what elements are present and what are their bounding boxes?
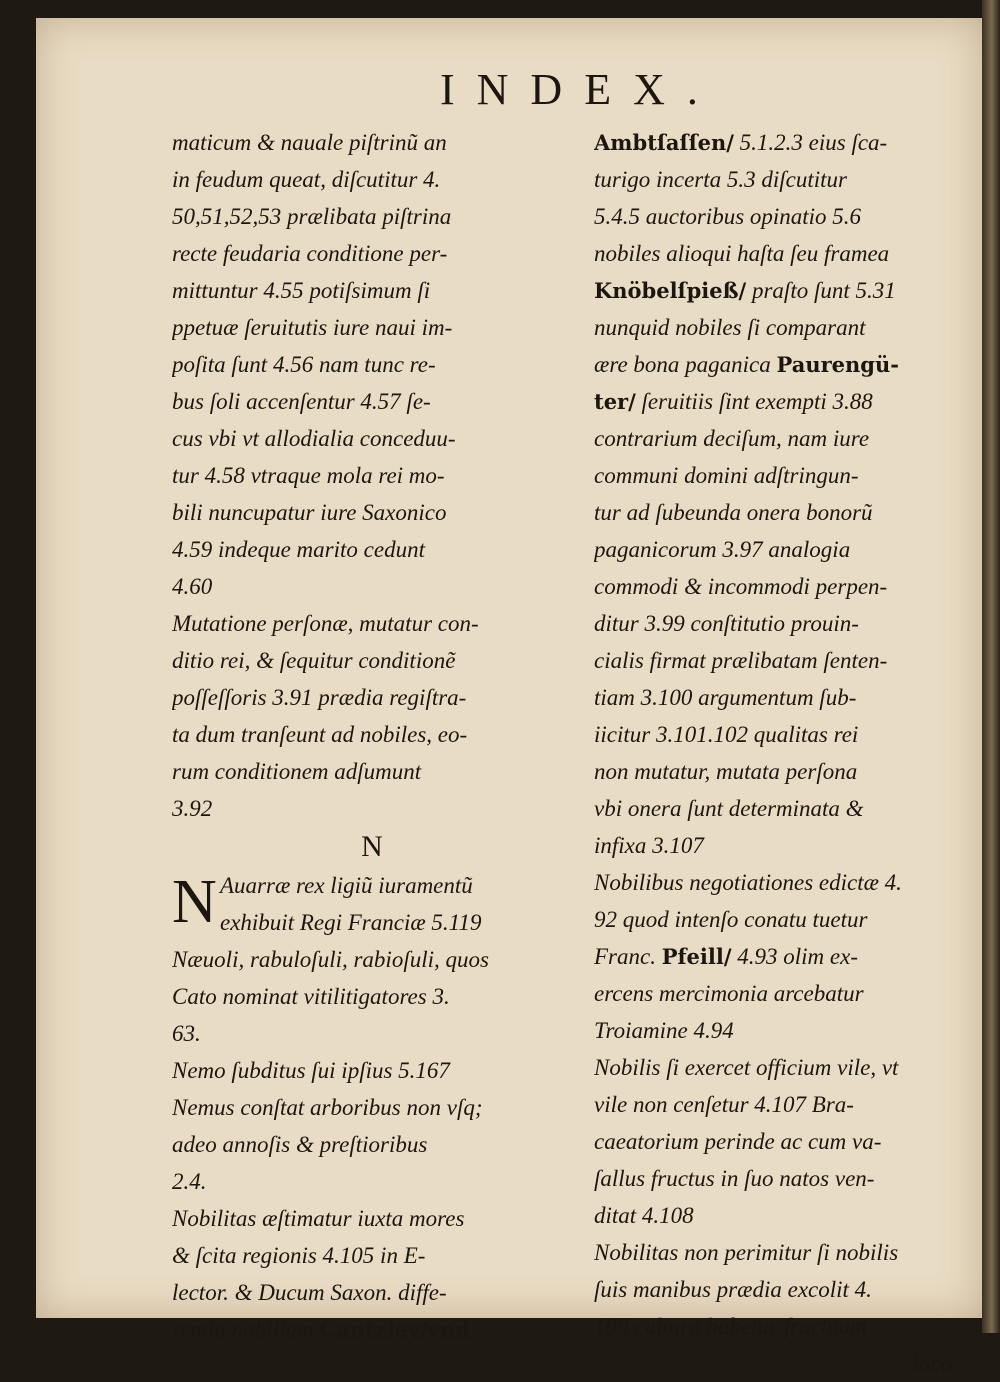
index-line: bili nuncupatur iure Saxonico bbox=[172, 500, 447, 525]
index-line: nobiles alioqui haſta ſeu framea bbox=[594, 241, 890, 266]
index-entry-heading: Mutatione perſonæ, mutatur con- bbox=[172, 611, 479, 636]
index-line: contrarium deciſum, nam iure bbox=[594, 426, 870, 451]
index-line: 3.92 bbox=[172, 796, 213, 821]
index-entry-heading: Nobilis ſi exercet officium vile, vt bbox=[594, 1055, 899, 1080]
index-line: ercens mercimonia arcebatur bbox=[594, 981, 864, 1006]
page-edge bbox=[982, 0, 1000, 1333]
index-line: cus vbi vt allodialia conceduu- bbox=[172, 426, 456, 451]
index-text: 5.1.2.3 eius ſca- bbox=[733, 130, 888, 155]
blackletter-word: Pfeill/ bbox=[661, 944, 732, 969]
blackletter-word: Knöbelſpieß/ bbox=[594, 278, 747, 303]
page-header-index: INDEX. bbox=[440, 65, 720, 114]
index-line: adeo annoſis & preſtioribus bbox=[172, 1132, 428, 1157]
index-line: Troiamine 4.94 bbox=[594, 1018, 734, 1043]
index-line: paganicorum 3.97 analogia bbox=[594, 537, 851, 562]
index-line: poſſeſſoris 3.91 prædia regiſtra- bbox=[172, 685, 467, 710]
dropcap-letter: N bbox=[172, 868, 217, 936]
index-line: bus ſoli accenſentur 4.57 ſe- bbox=[172, 389, 431, 414]
index-line: iicitur 3.101.102 qualitas rei bbox=[594, 722, 859, 747]
index-line: maticum & nauale piſtrinũ an bbox=[172, 130, 447, 155]
blackletter-word: Cantzley/vnd bbox=[319, 1317, 470, 1342]
index-text: rentia nobilium bbox=[172, 1317, 314, 1342]
index-line: 4.60 bbox=[172, 574, 213, 599]
index-line bbox=[594, 938, 960, 975]
right-column bbox=[594, 124, 960, 1382]
index-line: in feudum queat, diſcutitur 4. bbox=[172, 167, 441, 192]
index-line: ſuis manibus prædia excolit 4. bbox=[594, 1277, 872, 1302]
index-line: rum conditionem adſumunt bbox=[172, 759, 422, 784]
index-line bbox=[172, 1311, 572, 1348]
index-entry-heading: Nemus conſtat arboribus non vſq; bbox=[172, 1095, 483, 1120]
dropcap-entry bbox=[172, 867, 572, 941]
index-line: mittuntur 4.55 potiſsimum ſi bbox=[172, 278, 431, 303]
left-column bbox=[172, 124, 572, 1348]
index-text: ſeruitiis ſint exempti 3.88 bbox=[635, 389, 873, 414]
index-line: tur 4.58 vtraque mola rei mo- bbox=[172, 463, 445, 488]
index-line: 2.4. bbox=[172, 1169, 207, 1194]
index-line: 50,51,52,53 prælibata piſtrina bbox=[172, 204, 452, 229]
index-line: 4.59 indeque marito cedunt bbox=[172, 537, 425, 562]
index-line: ditat 4.108 bbox=[594, 1203, 694, 1228]
index-line: 5.4.5 auctoribus opinatio 5.6 bbox=[594, 204, 862, 229]
index-line: turigo incerta 5.3 diſcutitur bbox=[594, 167, 847, 192]
index-line: non mutatur, mutata perſona bbox=[594, 759, 858, 784]
blackletter-word: Paurengü- bbox=[776, 352, 899, 377]
index-line: ditio rei, & ſequitur conditionẽ bbox=[172, 648, 456, 673]
index-entry-heading: Nemo ſubditus ſui ipſius 5.167 bbox=[172, 1058, 450, 1083]
blackletter-word: ter/ bbox=[594, 389, 636, 414]
index-line: communi domini adſtringun- bbox=[594, 463, 859, 488]
index-text: Franc. bbox=[594, 944, 662, 969]
index-line: infixa 3.107 bbox=[594, 833, 704, 858]
index-line: Cato nominat vitilitigatores 3. bbox=[172, 984, 450, 1009]
index-line: ſallus fructus in ſuo natos ven- bbox=[594, 1166, 875, 1191]
index-text: ære bona paganica bbox=[594, 352, 777, 377]
index-line: cialis firmat prælibatam ſenten- bbox=[594, 648, 888, 673]
index-line: recte feudaria conditione per- bbox=[172, 241, 448, 266]
blackletter-word: Ambtſaſſen/ bbox=[594, 130, 734, 155]
index-text: praſto ſunt 5.31 bbox=[746, 278, 896, 303]
index-line: ditur 3.99 conſtitutio prouin- bbox=[594, 611, 859, 636]
index-text: 4.93 olim ex- bbox=[731, 944, 858, 969]
index-entry-heading: Nobilitas æſtimatur iuxta mores bbox=[172, 1206, 465, 1231]
index-line bbox=[594, 346, 960, 383]
index-line: ta dum tranſeunt ad nobiles, eo- bbox=[172, 722, 468, 747]
catchword: loco bbox=[912, 1351, 952, 1376]
index-line bbox=[594, 124, 960, 161]
index-entry-heading: Nobilibus negotiationes edictæ 4. bbox=[594, 870, 902, 895]
index-line: vbi onera ſunt determinata & bbox=[594, 796, 864, 821]
section-letter-n: N bbox=[361, 830, 383, 863]
index-line: 92 quod intenſo conatu tuetur bbox=[594, 907, 868, 932]
index-line: tiam 3.100 argumentum ſub- bbox=[594, 685, 857, 710]
index-line: lector. & Ducum Saxon. diffe- bbox=[172, 1280, 447, 1305]
index-line: & ſcita regionis 4.105 in E- bbox=[172, 1243, 426, 1268]
index-line: caeatorium perinde ac cum va- bbox=[594, 1129, 882, 1154]
index-entry-heading: Næuoli, rabuloſuli, rabioſuli, quos bbox=[172, 947, 489, 972]
index-line: Auarræ rex ligiũ iuramentũ bbox=[220, 873, 473, 898]
index-line bbox=[594, 383, 960, 420]
index-line: commodi & incommodi perpen- bbox=[594, 574, 888, 599]
index-line: poſita ſunt 4.56 nam tunc re- bbox=[172, 352, 436, 377]
index-line: vile non cenſetur 4.107 Bra- bbox=[594, 1092, 854, 1117]
index-line: nunquid nobiles ſi comparant bbox=[594, 315, 866, 340]
index-line: 109 cultura habetur fructuum bbox=[594, 1314, 867, 1339]
index-entry-heading: Nobilitas non perimitur ſi nobilis bbox=[594, 1240, 899, 1265]
index-line bbox=[594, 272, 960, 309]
index-line: exhibuit Regi Franciæ 5.119 bbox=[220, 910, 482, 935]
index-line: 63. bbox=[172, 1021, 201, 1046]
index-line: tur ad ſubeunda onera bonorũ bbox=[594, 500, 873, 525]
index-line: ppetuæ ſeruitutis iure naui im- bbox=[172, 315, 453, 340]
